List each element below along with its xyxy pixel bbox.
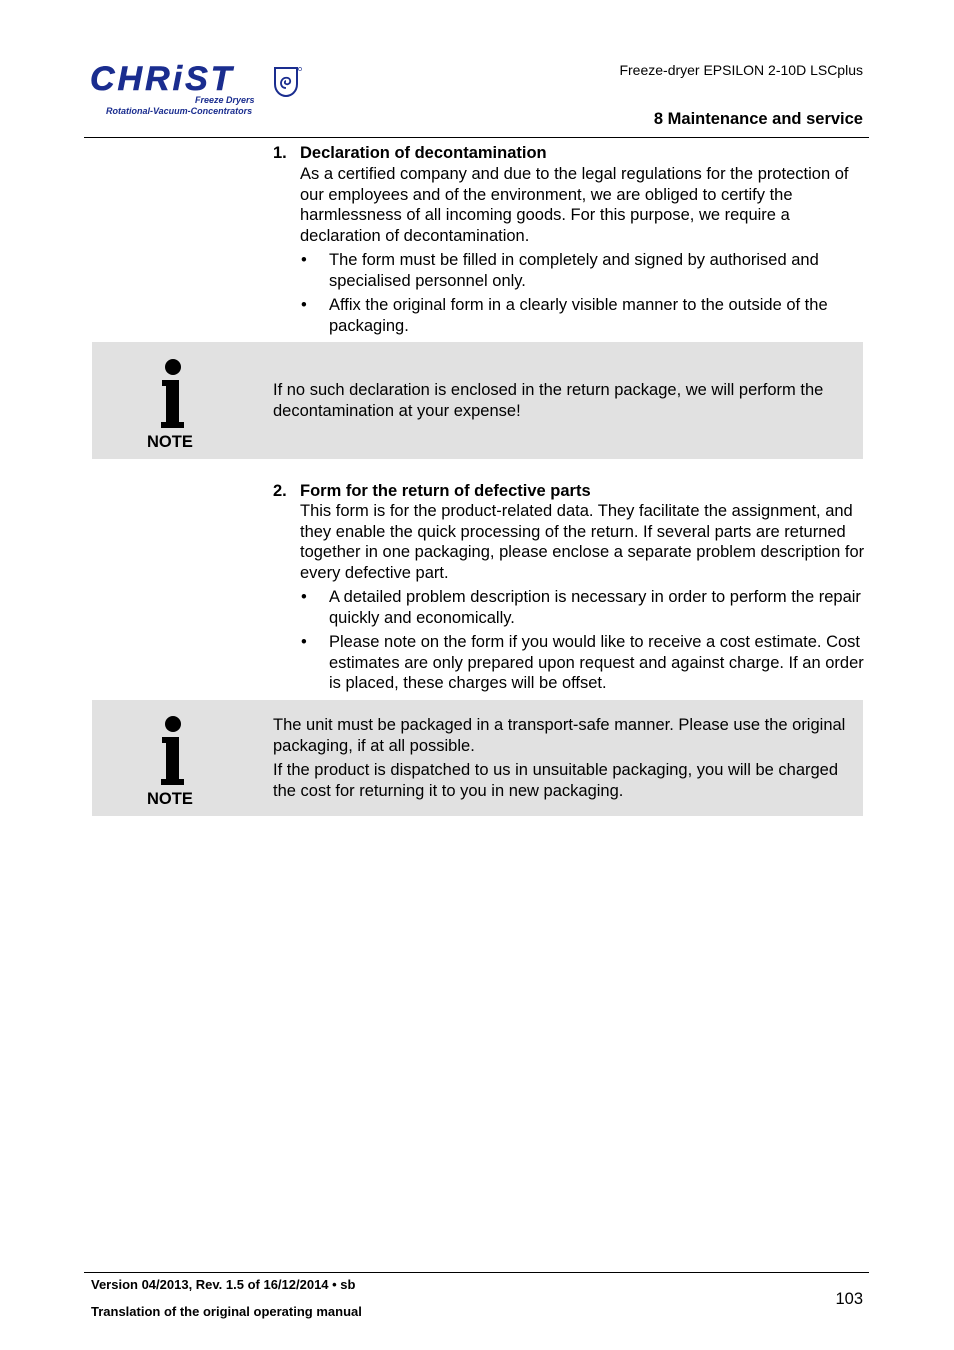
christ-emblem-icon (272, 66, 302, 98)
section-2-heading (273, 481, 591, 502)
note-paragraph: If no such declaration is enclosed in the return package, we will perform the decontamination at your expense! (273, 381, 824, 420)
section-1-heading (273, 143, 547, 164)
logo-tagline-2: Rotational-Vacuum-Concentrators (106, 106, 253, 116)
product-name: Freeze-dryer EPSILON 2-10D LSCplus (619, 62, 863, 78)
page-number: 103 (835, 1290, 863, 1308)
section-1-bullets (300, 250, 865, 340)
note-paragraph: If the product is dispatched to us in unsuitable packaging, you will be charged the cost for returning it to you in new packaging. (273, 761, 839, 800)
chapter-title: 8 Maintenance and service (653, 110, 863, 128)
section-number: 2. (273, 482, 287, 500)
list-item: • The form must be filled in completely and signed by authorised and specialised personnel only. (300, 250, 865, 291)
header-divider (84, 137, 869, 138)
christ-wordmark (88, 62, 266, 98)
section-title: Form for the return of defective parts (300, 482, 591, 500)
section-2-paragraph: This form is for the product-related data. They facilitate the assignment, and they enable the quick processing of the return. If several parts are returned together in one packaging, please enclose a separate problem description for every defective part. (300, 502, 865, 582)
info-icon (158, 358, 186, 430)
list-item: • Please note on the form if you would like to receive a cost estimate. Cost estimates are only prepared upon request and against charge. If an order is placed, these charges will be offset. (300, 632, 865, 694)
svg-text:CHRiST: CHRiST (90, 62, 235, 98)
footer-translation-note: Translation of the original operating manual (91, 1304, 362, 1319)
logo-tagline-1: Freeze Dryers (195, 95, 255, 105)
note-paragraph: The unit must be packaged in a transport-safe manner. Please use the original packaging, if at all possible. (273, 716, 846, 755)
note-box-2 (92, 700, 863, 816)
note-box-1 (92, 342, 863, 459)
info-icon (158, 715, 186, 787)
note-label: NOTE (147, 433, 193, 451)
section-2-bullets (300, 587, 865, 698)
note-text (273, 380, 848, 425)
section-title: Declaration of decontamination (300, 144, 547, 162)
note-label: NOTE (147, 790, 193, 808)
list-item: • Affix the original form in a clearly visible manner to the outside of the packaging. (300, 295, 865, 336)
list-item: • A detailed problem description is necessary in order to perform the repair quickly and economically. (300, 587, 865, 628)
footer-divider (84, 1272, 869, 1273)
note-text (273, 715, 848, 805)
christ-logo (88, 62, 313, 120)
section-1-paragraph: As a certified company and due to the legal regulations for the protection of our employees and of the environment, we are obliged to certify the harmlessness of all incoming goods. For this purpose, we require a declaration of decontamination. (300, 165, 849, 245)
footer-version: Version 04/2013, Rev. 1.5 of 16/12/2014 • sb (91, 1277, 356, 1292)
section-number: 1. (273, 144, 287, 162)
